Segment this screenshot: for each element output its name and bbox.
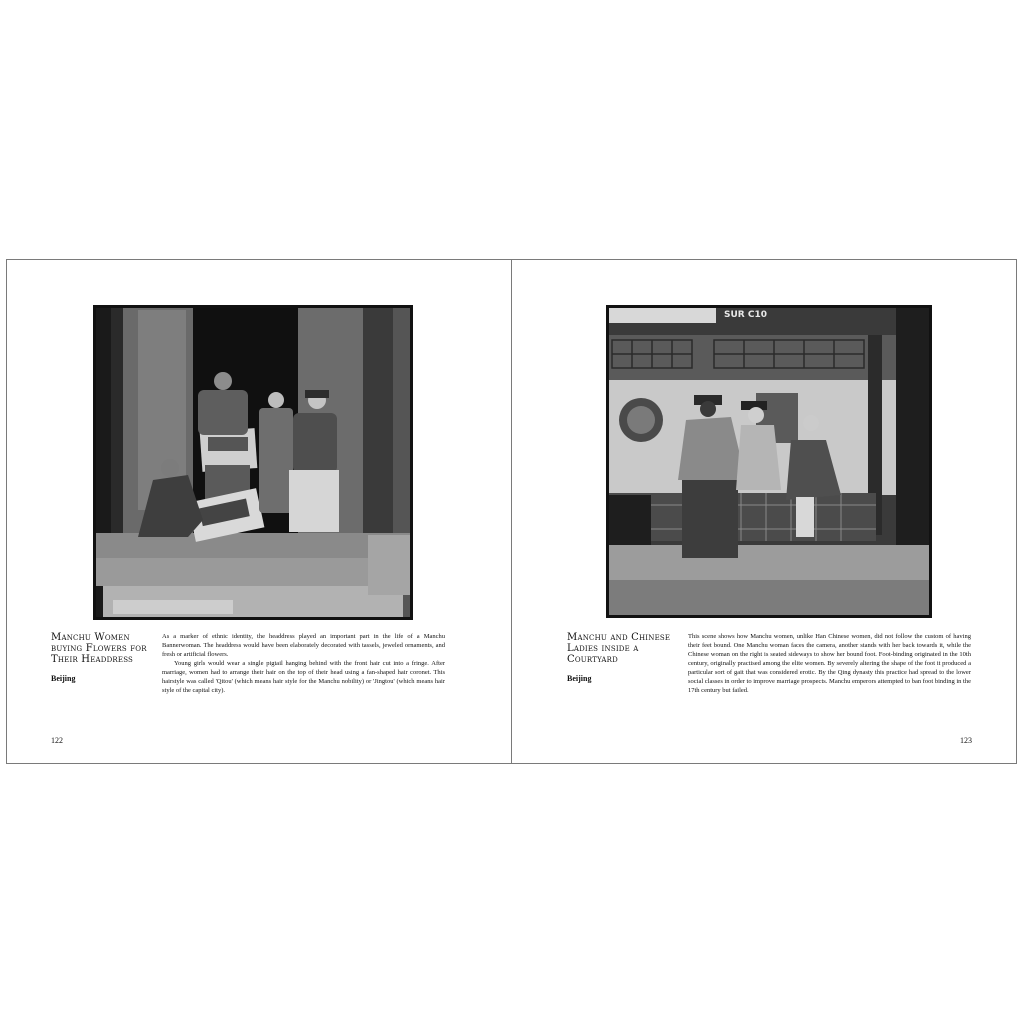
- page-number: 123: [960, 736, 972, 745]
- body-text: [688, 632, 971, 695]
- photo-manchu-women-buying-flowers: [93, 305, 413, 620]
- page-number: 122: [51, 736, 63, 745]
- book-spread: [6, 259, 1017, 765]
- paragraph: This scene shows how Manchu women, unlike Han Chinese women, did not follow the custom of having their feet bound. One Manchu woman faces the camera, another stands with her back towards it, while the Chinese woman on the right is seated sideways to show her bound foot. Foot-binding originated in the 10th century, originally practised among the elite women. By severely altering the shape of the foot it produced a particular sort of gait that was considered erotic. By the Qing dynasty this practice had spread to the lower social classes in order to improve marriage prospects. Manchu emperors attempted to ban foot binding in the 17th century but failed.: [688, 633, 971, 694]
- photo-marking: SUR C10: [724, 310, 767, 320]
- caption-location: Beijing: [51, 674, 76, 683]
- photo-image: [93, 305, 413, 620]
- caption-title: Manchu and Chinese Ladies inside a Courtyard: [567, 632, 671, 665]
- photo-manchu-and-chinese-ladies: [606, 305, 932, 618]
- right-page: [511, 259, 1017, 764]
- left-page: [6, 259, 513, 764]
- paragraph: Young girls would wear a single pigtail hanging behind with the front hair cut into a fringe. After marriage, women had to arrange their hair on the top of their head using a fan-shaped hair coronet. This hairstyle was called 'Qitou' (which means hair style for the Manchu nobility) or 'Jingtou' (which means hair style of the capital city).: [162, 660, 445, 694]
- body-text: [162, 632, 445, 695]
- photo-image: [606, 305, 932, 618]
- caption-title: Manchu Women buying Flowers for Their Headdress: [51, 632, 147, 665]
- caption-location: Beijing: [567, 674, 592, 683]
- paragraph: As a marker of ethnic identity, the headdress played an important part in the life of a Manchu Bannerwoman. The headdress would have been elaborately decorated with tassels, jeweled ornaments, and fresh or artificial flowers.: [162, 633, 445, 658]
